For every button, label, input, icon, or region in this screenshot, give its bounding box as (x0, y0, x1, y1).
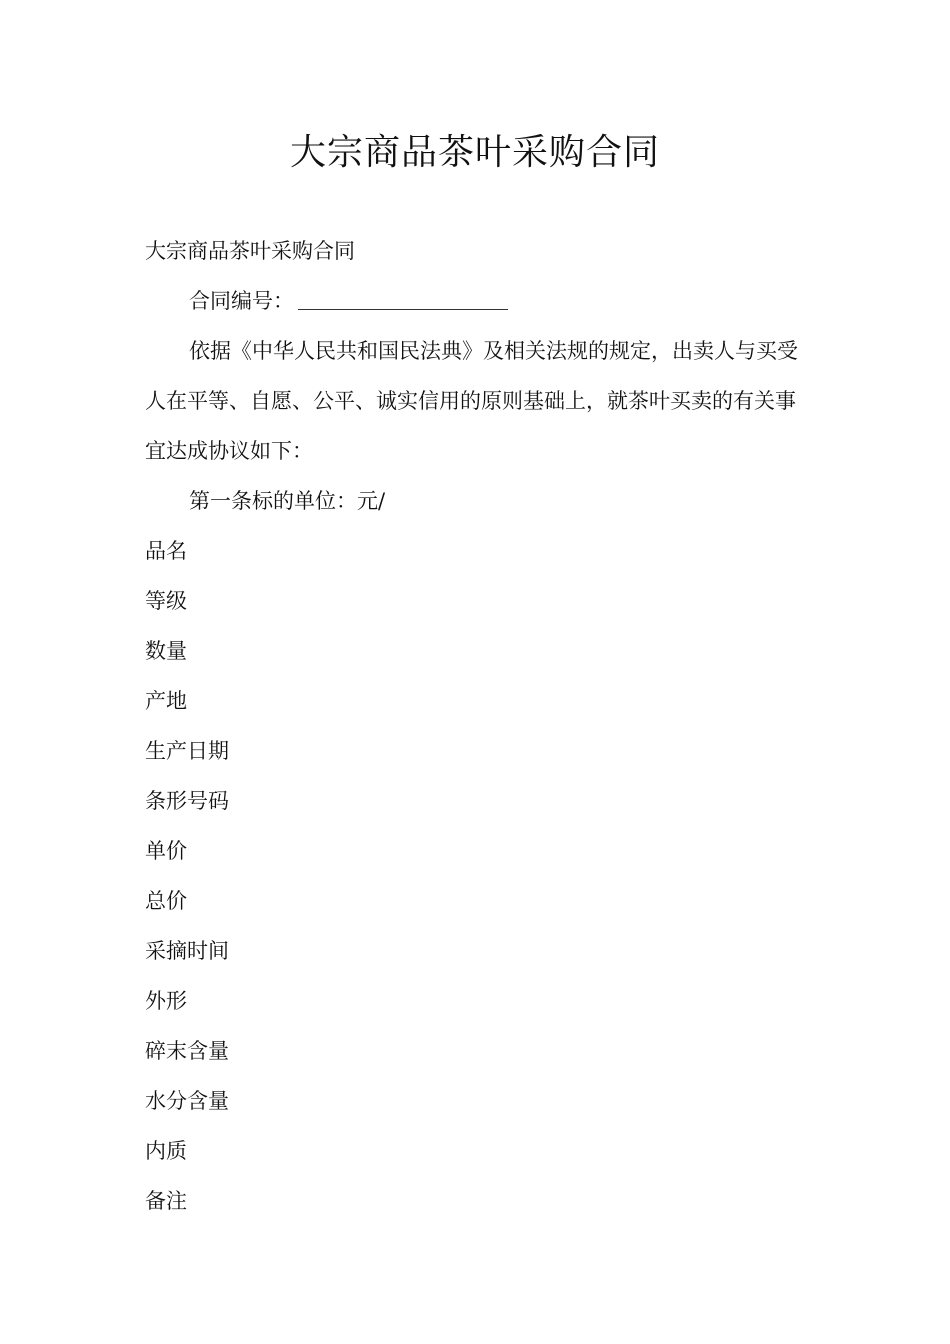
contract-number-label: 合同编号： (189, 289, 294, 313)
item-moisture-content: 水分含量 (145, 1089, 229, 1113)
item-broken-content: 碎末含量 (145, 1039, 229, 1063)
item-production-date: 生产日期 (145, 739, 229, 763)
item-barcode: 条形号码 (145, 789, 229, 813)
item-quantity: 数量 (145, 639, 187, 663)
article-1: 第一条标的单位：元/ (189, 489, 386, 513)
item-inner-quality: 内质 (145, 1139, 187, 1163)
item-remarks: 备注 (145, 1189, 187, 1213)
contract-number-line (145, 276, 810, 326)
item-origin: 产地 (145, 689, 187, 713)
document-title: 大宗商品茶叶采购合同 (289, 132, 660, 173)
contract-number-blank (298, 287, 508, 310)
document-subtitle: 大宗商品茶叶采购合同 (145, 239, 355, 263)
item-appearance: 外形 (145, 989, 187, 1013)
item-product-name: 品名 (145, 539, 187, 563)
preamble-paragraph: 依据《中华人民共和国民法典》及相关法规的规定，出卖人与买受人在平等、自愿、公平、诚实信用的原则基础上，就茶叶买卖的有关事宜达成协议如下： (145, 339, 798, 463)
item-picking-time: 采摘时间 (145, 939, 229, 963)
document-body (145, 226, 810, 1226)
item-total-price: 总价 (145, 889, 187, 913)
item-unit-price: 单价 (145, 839, 187, 863)
item-grade: 等级 (145, 589, 187, 613)
